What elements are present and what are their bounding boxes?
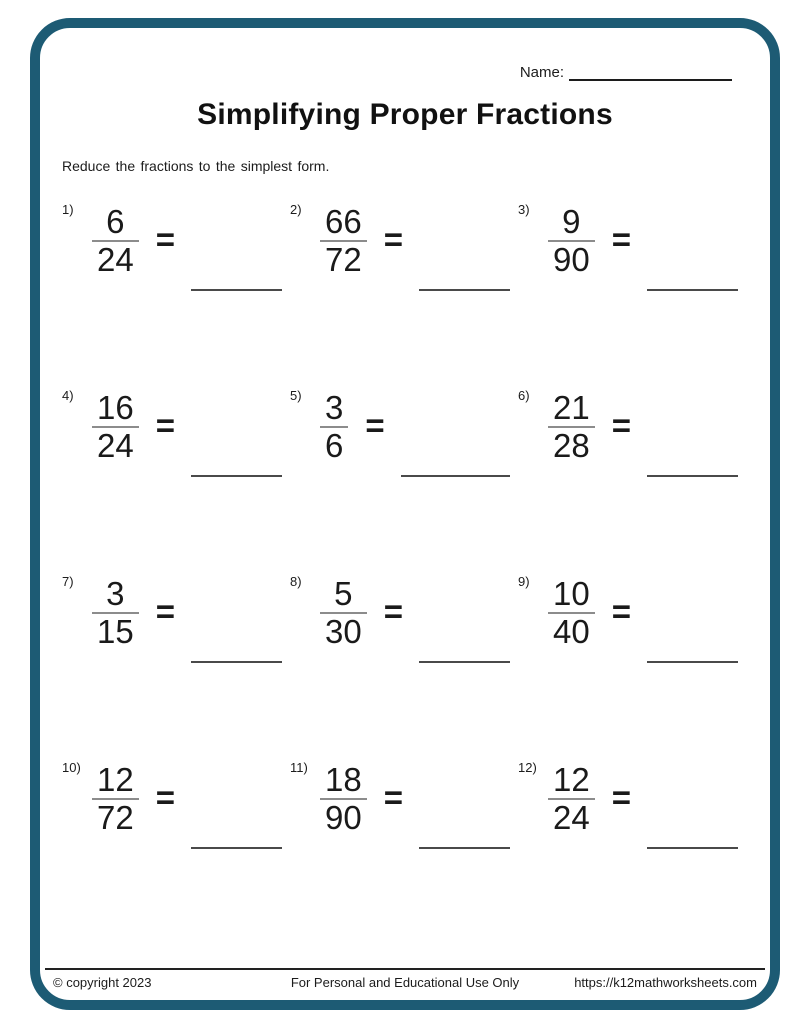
problem-number: 7) bbox=[62, 574, 74, 589]
answer-blank[interactable] bbox=[419, 661, 510, 663]
fraction bbox=[320, 762, 367, 836]
fraction bbox=[548, 576, 595, 650]
problem-item bbox=[62, 388, 282, 484]
answer-blank[interactable] bbox=[191, 475, 282, 477]
name-label: Name: bbox=[519, 64, 564, 81]
problem-number: 1) bbox=[62, 202, 74, 217]
problem-item bbox=[290, 760, 510, 856]
problems-grid bbox=[62, 202, 738, 856]
problem-number: 8) bbox=[290, 574, 302, 589]
fraction-denominator: 6 bbox=[325, 427, 344, 464]
problem-number: 5) bbox=[290, 388, 302, 403]
problem-item bbox=[290, 202, 510, 298]
fraction-numerator: 21 bbox=[553, 389, 590, 426]
problem-item bbox=[518, 760, 738, 856]
footer-website-url: https://k12mathworksheets.com bbox=[574, 975, 757, 990]
fraction-numerator: 3 bbox=[325, 389, 344, 426]
equals-sign: = bbox=[611, 221, 631, 258]
fraction bbox=[548, 390, 595, 464]
problem-number: 12) bbox=[518, 760, 537, 775]
fraction-denominator: 24 bbox=[97, 241, 134, 278]
equals-sign: = bbox=[155, 779, 175, 816]
equals-sign: = bbox=[611, 407, 631, 444]
equals-sign: = bbox=[383, 221, 403, 258]
fraction-denominator: 24 bbox=[553, 799, 590, 836]
fraction-numerator: 3 bbox=[106, 575, 125, 612]
answer-blank[interactable] bbox=[191, 847, 282, 849]
answer-blank[interactable] bbox=[647, 475, 738, 477]
problem-item bbox=[62, 574, 282, 670]
problem-item bbox=[518, 388, 738, 484]
problem-number: 11) bbox=[290, 760, 308, 775]
answer-blank[interactable] bbox=[191, 289, 282, 291]
fraction bbox=[92, 204, 139, 278]
fraction-denominator: 15 bbox=[97, 613, 134, 650]
equals-sign: = bbox=[383, 593, 403, 630]
problem-item bbox=[518, 202, 738, 298]
problem-number: 2) bbox=[290, 202, 302, 217]
problem-item bbox=[518, 574, 738, 670]
fraction-numerator: 5 bbox=[334, 575, 353, 612]
fraction-denominator: 24 bbox=[97, 427, 134, 464]
footer-usage-note: For Personal and Educational Use Only bbox=[290, 975, 520, 990]
footer-copyright: © copyright 2023 bbox=[53, 975, 152, 990]
problem-number: 10) bbox=[62, 760, 81, 775]
instruction-text: Reduce the fractions to the simplest form. bbox=[62, 158, 330, 174]
name-row bbox=[520, 64, 732, 81]
problem-number: 9) bbox=[518, 574, 530, 589]
fraction bbox=[92, 762, 139, 836]
fraction bbox=[548, 762, 595, 836]
fraction-denominator: 30 bbox=[325, 613, 362, 650]
fraction-numerator: 10 bbox=[553, 575, 590, 612]
fraction-denominator: 28 bbox=[553, 427, 590, 464]
problem-number: 4) bbox=[62, 388, 74, 403]
worksheet-page bbox=[30, 18, 780, 1010]
fraction bbox=[92, 390, 139, 464]
problem-item bbox=[62, 202, 282, 298]
problem-number: 3) bbox=[518, 202, 530, 217]
problem-number: 6) bbox=[518, 388, 530, 403]
footer bbox=[45, 968, 765, 990]
answer-blank[interactable] bbox=[647, 661, 738, 663]
fraction-numerator: 9 bbox=[562, 203, 581, 240]
fraction-numerator: 12 bbox=[97, 761, 134, 798]
equals-sign: = bbox=[155, 593, 175, 630]
fraction bbox=[320, 390, 348, 464]
fraction-numerator: 6 bbox=[106, 203, 125, 240]
fraction bbox=[320, 204, 367, 278]
answer-blank[interactable] bbox=[419, 847, 510, 849]
equals-sign: = bbox=[365, 407, 385, 444]
name-blank-line[interactable] bbox=[569, 64, 732, 81]
page-title: Simplifying Proper Fractions bbox=[197, 98, 613, 131]
fraction-numerator: 16 bbox=[97, 389, 134, 426]
problem-item bbox=[290, 388, 510, 484]
equals-sign: = bbox=[611, 593, 631, 630]
answer-blank[interactable] bbox=[647, 847, 738, 849]
fraction bbox=[320, 576, 367, 650]
fraction-numerator: 18 bbox=[325, 761, 362, 798]
fraction bbox=[548, 204, 595, 278]
equals-sign: = bbox=[155, 221, 175, 258]
fraction-denominator: 90 bbox=[553, 241, 590, 278]
answer-blank[interactable] bbox=[401, 475, 510, 477]
equals-sign: = bbox=[155, 407, 175, 444]
equals-sign: = bbox=[611, 779, 631, 816]
fraction bbox=[92, 576, 139, 650]
fraction-numerator: 66 bbox=[325, 203, 362, 240]
equals-sign: = bbox=[383, 779, 403, 816]
problem-item bbox=[290, 574, 510, 670]
fraction-numerator: 12 bbox=[553, 761, 590, 798]
fraction-denominator: 72 bbox=[325, 241, 362, 278]
answer-blank[interactable] bbox=[191, 661, 282, 663]
fraction-denominator: 40 bbox=[553, 613, 590, 650]
fraction-denominator: 90 bbox=[325, 799, 362, 836]
answer-blank[interactable] bbox=[419, 289, 510, 291]
answer-blank[interactable] bbox=[647, 289, 738, 291]
problem-item bbox=[62, 760, 282, 856]
fraction-denominator: 72 bbox=[97, 799, 134, 836]
